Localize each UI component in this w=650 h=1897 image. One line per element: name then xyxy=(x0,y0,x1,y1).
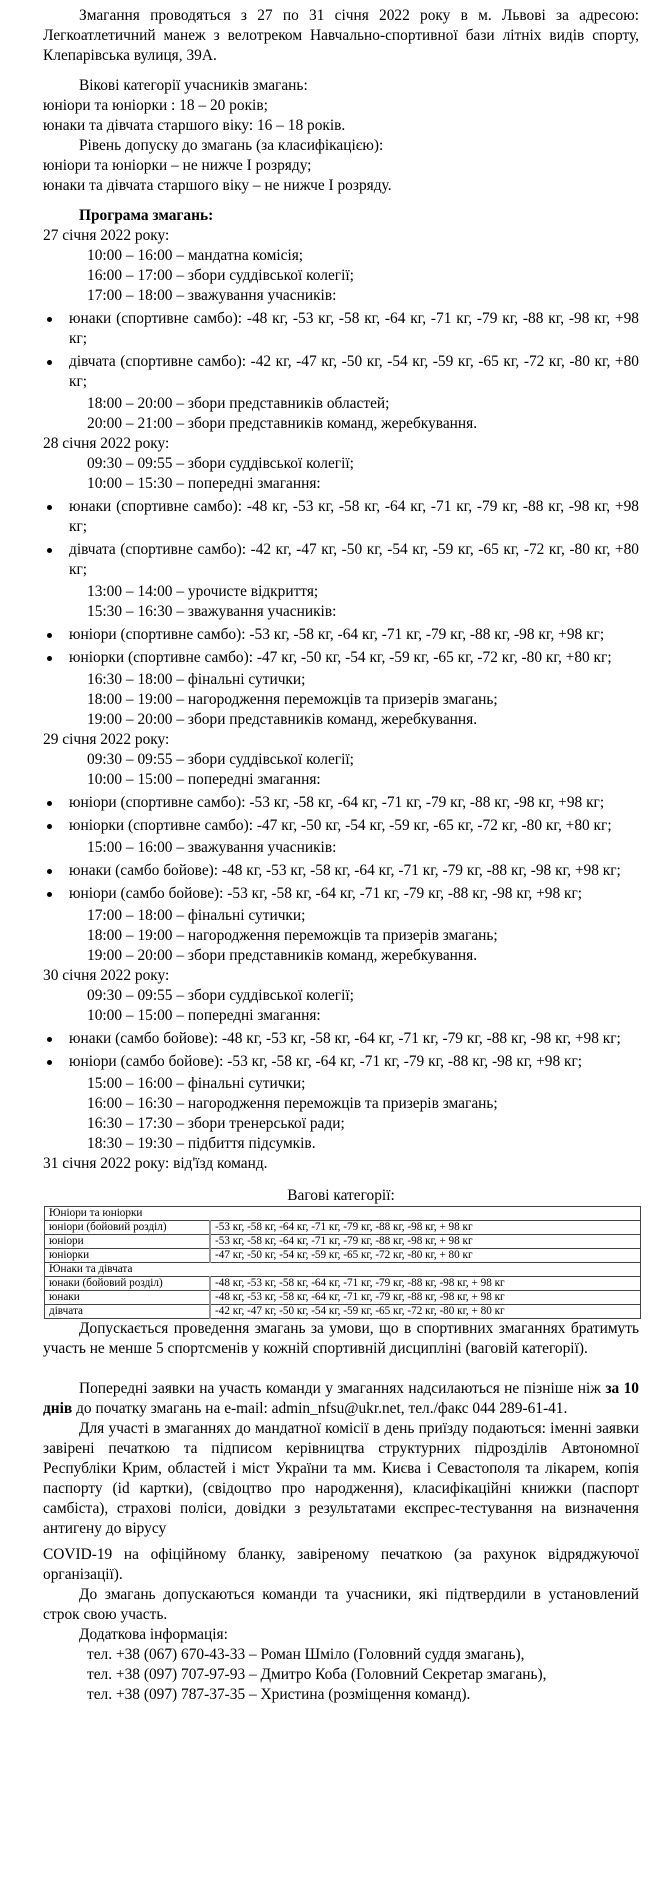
weight-class-text: дівчата (спортивне самбо): -42 кг, -47 кг, -50 кг, -54 кг, -59 кг, -65 кг, -72 кг, -80 кг, +80 кг; xyxy=(69,353,639,390)
table-row xyxy=(45,1305,641,1319)
category-label: юніори xyxy=(45,1235,211,1249)
weight-class-item xyxy=(43,884,639,904)
weight-class-item xyxy=(43,1029,639,1049)
table-group-row xyxy=(45,1263,641,1277)
weight-class-text: юніорки (спортивне самбо): -47 кг, -50 кг, -54 кг, -59 кг, -65 кг, -72 кг, -80 кг, +80 кг; xyxy=(69,649,612,666)
weight-class-text: юнаки (спортивне самбо): -48 кг, -53 кг, -58 кг, -64 кг, -71 кг, -79 кг, -88 кг, -98 кг, +98 кг; xyxy=(69,498,639,535)
weight-class-item xyxy=(43,309,639,349)
weight-class-item xyxy=(43,497,639,537)
contact-line: тел. +38 (067) 670-43-33 – Роман Шміло (Головний суддя змагань), xyxy=(87,1646,525,1663)
schedule-entry: 10:00 – 16:00 – мандатна комісія; xyxy=(87,247,304,264)
schedule-entry: 15:00 – 16:00 – фінальні сутички; xyxy=(87,1075,306,1092)
category-label: юнаки (бойовий розділ) xyxy=(45,1277,211,1291)
applications-paragraph xyxy=(43,1379,639,1419)
contact-line: тел. +38 (097) 707-97-93 – Дмитро Коба (Головний Секретар змагань), xyxy=(87,1666,547,1683)
departure-line: 31 січня 2022 року: від'їзд команд. xyxy=(43,1155,268,1172)
bullet-icon xyxy=(47,1060,52,1065)
applications-contact: до початку змагань на e-mail: admin_nfsu@ukr.net, тел./факс 044 289-61-41. xyxy=(72,1400,568,1417)
spacer xyxy=(43,1359,639,1379)
weight-class-item xyxy=(43,861,639,881)
contacts-title: Додаткова інформація: xyxy=(79,1626,228,1643)
category-weights: -53 кг, -58 кг, -64 кг, -71 кг, -79 кг, -88 кг, -98 кг, + 98 кг xyxy=(210,1235,641,1249)
schedule-entry: 13:00 – 14:00 – урочисте відкриття; xyxy=(87,583,319,600)
schedule-entry: 09:30 – 09:55 – збори суддівської колегії; xyxy=(87,751,354,768)
schedule-date: 28 січня 2022 року: xyxy=(43,435,170,452)
documents-paragraph: Для участі в змаганнях до мандатної комісії в день приїзду подаються: іменні заявки завірені печаткою та підписом керівництва структурних підрозділів Автономної Республіки Крим, областей і міст України та мм. Києва і Севастополя та лікарем, копія паспорту (id картки), (свідоцтво про народження), класифікаційні книжки (паспорт самбіста), страхові поліси, довідки з результатами експрес-тестування на визначення антигену до вірусу xyxy=(43,1420,639,1537)
admission-level-line: юнаки та дівчата старшого віку – не нижче І розряду. xyxy=(43,177,392,194)
bullet-icon xyxy=(47,824,52,829)
category-weights: -42 кг, -47 кг, -50 кг, -54 кг, -59 кг, -65 кг, -72 кг, -80 кг, + 80 кг xyxy=(210,1305,641,1319)
applications-text: Попередні заявки на участь команди у змаганнях надсилаються не пізніше ніж xyxy=(79,1380,606,1397)
age-category-line: юніори та юніорки : 18 – 20 років; xyxy=(43,97,268,114)
schedule-entry: 16:00 – 16:30 – нагородження переможців та призерів змагань; xyxy=(87,1095,498,1112)
spacer xyxy=(43,66,639,76)
category-weights: -48 кг, -53 кг, -58 кг, -64 кг, -71 кг, -79 кг, -88 кг, -98 кг, + 98 кг xyxy=(210,1291,641,1305)
table-group-row xyxy=(45,1207,641,1221)
table-row xyxy=(45,1235,641,1249)
schedule-entry: 18:00 – 20:00 – збори представників областей; xyxy=(87,395,390,412)
schedule-entry: 16:30 – 18:00 – фінальні сутички; xyxy=(87,671,306,688)
category-label: юнаки xyxy=(45,1291,211,1305)
schedule-entry: 19:00 – 20:00 – збори представників команд, жеребкування. xyxy=(87,711,478,728)
table-row xyxy=(45,1221,641,1235)
weight-class-list xyxy=(43,309,639,392)
age-category-line: юнаки та дівчата старшого віку: 16 – 18 років. xyxy=(43,117,346,134)
group-label: Юніори та юніорки xyxy=(45,1207,641,1221)
schedule-entry: 18:00 – 19:00 – нагородження переможців та призерів змагань; xyxy=(87,691,498,708)
schedule-entry: 15:00 – 16:00 – зважування учасників: xyxy=(87,839,337,856)
schedule-entry: 10:00 – 15:30 – попередні змагання: xyxy=(87,475,321,492)
bullet-icon xyxy=(47,801,52,806)
weight-class-text: юніорки (спортивне самбо): -47 кг, -50 кг, -54 кг, -59 кг, -65 кг, -72 кг, -80 кг, +80 кг; xyxy=(69,817,612,834)
weight-class-item xyxy=(43,1052,639,1072)
weight-class-list xyxy=(43,861,639,904)
category-label: юніори (бойовий розділ) xyxy=(45,1221,211,1235)
category-weights: -48 кг, -53 кг, -58 кг, -64 кг, -71 кг, -79 кг, -88 кг, -98 кг, + 98 кг xyxy=(210,1277,641,1291)
weight-class-list xyxy=(43,497,639,580)
weight-class-list xyxy=(43,625,639,668)
weight-class-item xyxy=(43,793,639,813)
documents-continued: COVID-19 на офіційному бланку, завіреному печаткою (за рахунок відряджуючої організації). xyxy=(43,1546,639,1583)
bullet-icon xyxy=(47,633,52,638)
schedule-date: 27 січня 2022 року: xyxy=(43,227,170,244)
weight-categories-table xyxy=(44,1206,641,1319)
schedule-entry: 15:30 – 16:30 – зважування учасників: xyxy=(87,603,337,620)
spacer xyxy=(43,196,639,206)
applications-deadline: за 10 днів xyxy=(43,1380,639,1417)
table-row xyxy=(45,1249,641,1263)
age-categories-title: Вікові категорії учасників змагань: xyxy=(79,77,308,94)
category-label: юніорки xyxy=(45,1249,211,1263)
schedule-entry: 09:30 – 09:55 – збори суддівської колегії; xyxy=(87,455,354,472)
weight-class-item xyxy=(43,816,639,836)
schedule-entry: 10:00 – 15:00 – попередні змагання: xyxy=(87,1007,321,1024)
weight-class-text: юніори (самбо бойове): -53 кг, -58 кг, -64 кг, -71 кг, -79 кг, -88 кг, -98 кг, +98 кг; xyxy=(69,1053,583,1070)
schedule-entry: 20:00 – 21:00 – збори представників команд, жеребкування. xyxy=(87,415,478,432)
schedule-entry: 18:30 – 19:30 – підбиття підсумків. xyxy=(87,1135,316,1152)
schedule-date: 29 січня 2022 року: xyxy=(43,731,170,748)
weight-class-list xyxy=(43,1029,639,1072)
weight-class-text: юнаки (самбо бойове): -48 кг, -53 кг, -58 кг, -64 кг, -71 кг, -79 кг, -88 кг, -98 кг, +98 кг; xyxy=(69,1030,621,1047)
table-row xyxy=(45,1277,641,1291)
weight-class-text: юніори (спортивне самбо): -53 кг, -58 кг, -64 кг, -71 кг, -79 кг, -88 кг, -98 кг, +98 кг; xyxy=(69,626,605,643)
group-label: Юнаки та дівчата xyxy=(45,1263,641,1277)
schedule-entry: 18:00 – 19:00 – нагородження переможців та призерів змагань; xyxy=(87,927,498,944)
schedule-entry: 17:00 – 18:00 – зважування учасників: xyxy=(87,287,337,304)
bullet-icon xyxy=(47,892,52,897)
venue-paragraph: Змагання проводяться з 27 по 31 січня 2022 року в м. Львові за адресою: Легкоатлетичний манеж з велотреком Навчально-спортивної бази літніх видів спорту, Клепарівська вулиця, 39А. xyxy=(43,7,639,64)
bullet-icon xyxy=(47,360,52,365)
weight-class-text: дівчата (спортивне самбо): -42 кг, -47 кг, -50 кг, -54 кг, -59 кг, -65 кг, -72 кг, -80 кг, +80 кг; xyxy=(69,541,639,578)
weight-categories-title: Вагові категорії: xyxy=(287,1187,395,1204)
bullet-icon xyxy=(47,656,52,661)
schedule-entry: 09:30 – 09:55 – збори суддівської колегії; xyxy=(87,987,354,1004)
weight-class-text: юнаки (спортивне самбо): -48 кг, -53 кг, -58 кг, -64 кг, -71 кг, -79 кг, -88 кг, -98 кг, +98 кг; xyxy=(69,310,639,347)
contact-line: тел. +38 (097) 787-37-35 – Христина (розміщення команд). xyxy=(87,1686,471,1703)
weight-class-text: юніори (самбо бойове): -53 кг, -58 кг, -64 кг, -71 кг, -79 кг, -88 кг, -98 кг, +98 кг; xyxy=(69,885,583,902)
document-page xyxy=(43,6,639,1705)
weight-class-list xyxy=(43,793,639,836)
schedule-entry: 17:00 – 18:00 – фінальні сутички; xyxy=(87,907,306,924)
program-schedule xyxy=(43,226,639,1154)
bullet-icon xyxy=(47,548,52,553)
admission-level-line: юніори та юніорки – не нижче І розряду; xyxy=(43,157,312,174)
schedule-date: 30 січня 2022 року: xyxy=(43,967,170,984)
table-row xyxy=(45,1291,641,1305)
category-label: дівчата xyxy=(45,1305,211,1319)
admission-level-title: Рівень допуску до змагань (за класифікацією): xyxy=(79,137,384,154)
schedule-entry: 19:00 – 20:00 – збори представників команд, жеребкування. xyxy=(87,947,478,964)
bullet-icon xyxy=(47,505,52,510)
schedule-entry: 16:30 – 17:30 – збори тренерської ради; xyxy=(87,1115,345,1132)
weight-class-text: юнаки (самбо бойове): -48 кг, -53 кг, -58 кг, -64 кг, -71 кг, -79 кг, -88 кг, -98 кг, +98 кг; xyxy=(69,862,621,879)
category-weights: -47 кг, -50 кг, -54 кг, -59 кг, -65 кг, -72 кг, -80 кг, + 80 кг xyxy=(210,1249,641,1263)
min-participants-paragraph: Допускається проведення змагань за умови, що в спортивних змаганнях братимуть участь не менше 5 спортсменів у кожній спортивній дисципліні (ваговій категорії). xyxy=(43,1320,639,1357)
program-title: Програма змагань: xyxy=(79,207,214,224)
weight-class-text: юніори (спортивне самбо): -53 кг, -58 кг, -64 кг, -71 кг, -79 кг, -88 кг, -98 кг, +98 кг; xyxy=(69,794,605,811)
category-weights: -53 кг, -58 кг, -64 кг, -71 кг, -79 кг, -88 кг, -98 кг, + 98 кг xyxy=(210,1221,641,1235)
admission-paragraph: До змагань допускаються команди та учасники, які підтвердили в установлений строк свою участь. xyxy=(43,1586,639,1623)
weight-class-item xyxy=(43,540,639,580)
weight-class-item xyxy=(43,625,639,645)
weight-class-item xyxy=(43,648,639,668)
bullet-icon xyxy=(47,317,52,322)
schedule-entry: 16:00 – 17:00 – збори суддівської колегії; xyxy=(87,267,354,284)
weight-class-item xyxy=(43,352,639,392)
schedule-entry: 10:00 – 15:00 – попередні змагання: xyxy=(87,771,321,788)
bullet-icon xyxy=(47,869,52,874)
bullet-icon xyxy=(47,1037,52,1042)
